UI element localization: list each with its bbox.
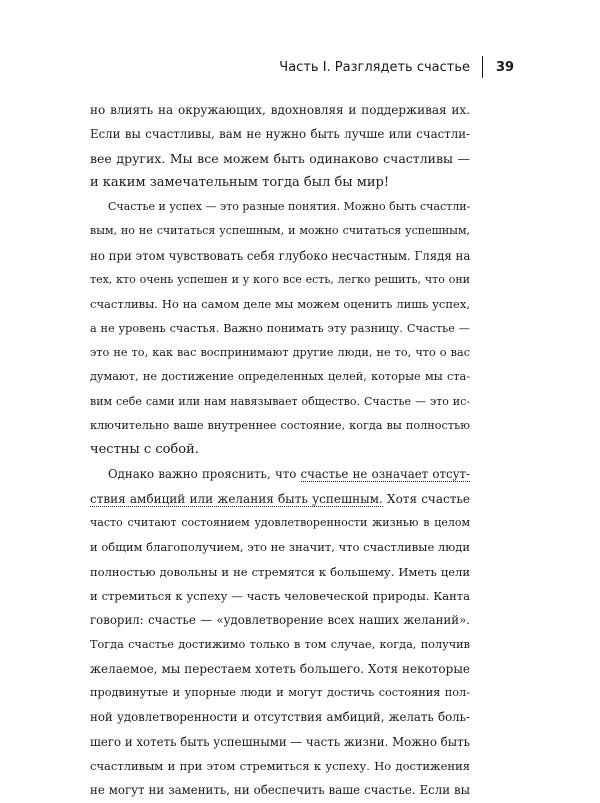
text-segment: Хотя счастье	[387, 491, 470, 506]
text-line: и каким замечательным тогда был бы мир!	[90, 174, 390, 190]
text-line: думают, не достижение определенных целей, которые мы ста-	[90, 370, 470, 384]
running-title: Часть I. Разглядеть счастье	[279, 60, 470, 75]
text-line: Тогда счастье достижимо только в том случае, когда, получив	[90, 637, 470, 651]
highlighted-phrase: ствия амбиций или желания быть успешным.	[90, 491, 383, 506]
text-line: а не уровень счастья. Важно понимать эту разницу. Счастье —	[90, 321, 470, 335]
text-line: счастливы. Но на самом деле мы можем оценить лишь успех,	[90, 297, 470, 312]
text-line: счастливым и при этом стремиться к успеху. Но достижения	[90, 759, 470, 774]
text-line: продвинутые и упорные люди и могут достичь состояния пол-	[90, 686, 470, 700]
text-line	[90, 487, 470, 511]
text-line: Если вы счастливы, вам не нужно быть лучше или счастли-	[90, 127, 470, 142]
highlighted-phrase: счастье не означает отсут-	[300, 467, 470, 482]
page-number: 39	[496, 60, 515, 75]
body-text	[90, 98, 470, 803]
text-line: честны с собой.	[90, 442, 199, 458]
text-line: часто считают состоянием удовлетворенности жизнью в целом	[90, 516, 470, 530]
text-line: но при этом чувствовать себя глубоко несчастным. Глядя на	[90, 248, 471, 263]
text-line: но влиять на окружающих, вдохновляя и поддерживая их.	[90, 103, 470, 117]
text-line: и общим благополучием, это не значит, что счастливые люди	[90, 540, 470, 555]
page-header	[0, 0, 600, 80]
header-divider	[482, 56, 483, 78]
text-line: вее других. Мы все можем быть одинаково счастливы —	[90, 150, 470, 166]
text-line	[90, 462, 470, 486]
text-line: это не то, как вас воспринимают другие люди, не то, что о вас	[90, 345, 470, 359]
text-segment: Однако важно прояснить, что	[108, 467, 297, 482]
text-line: ключительно ваше внутреннее состояние, когда вы полностью	[90, 418, 470, 432]
text-line: тех, кто очень успешен и у кого все есть, легко решить, что они	[90, 273, 470, 287]
text-line: шего и хотеть быть успешными — часть жизни. Можно быть	[90, 734, 470, 749]
text-line: полностью довольны и не стремятся к большему. Иметь цели	[90, 564, 470, 579]
text-line: Счастье и успех — это разные понятия. Можно быть счастли-	[108, 200, 471, 214]
text-line: желаемое, мы перестаем хотеть большего. Хотя некоторые	[90, 661, 470, 676]
text-line: и стремиться к успеху — часть человеческой природы. Канта	[90, 588, 470, 603]
text-line: вым, но не считаться успешным, и можно считаться успешным,	[90, 224, 470, 238]
text-line: вим себе сами или нам навязывает общество. Счастье — это ис-	[90, 394, 470, 408]
text-line: не могут ни заменить, ни обеспечить ваше счастье. Если вы	[90, 783, 470, 798]
text-line: говорил: счастье — «удовлетворение всех наших желаний».	[90, 613, 470, 628]
text-line: ной удовлетворенности и отсутствия амбиций, желать боль-	[90, 710, 470, 725]
